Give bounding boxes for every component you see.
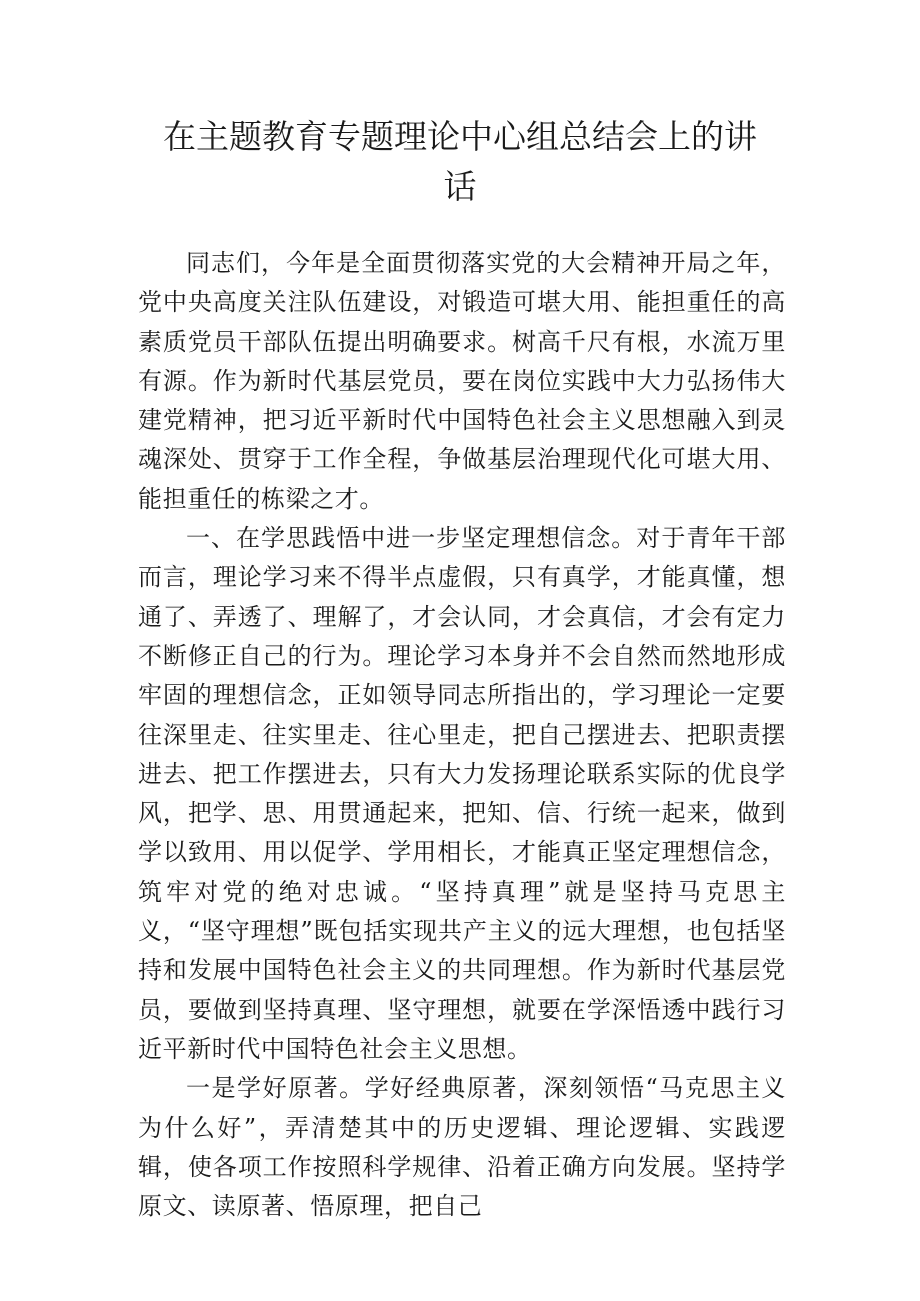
paragraph-section-one: 一、在学思践悟中进一步坚定理想信念。对于青年干部而言，理论学习来不得半点虚假，只有真学，才能真懂，想通了、弄透了、理解了，才会认同，才会真信，才会有定力不断修正自己的行为。理论学习本身并不会自然而然地形成牢固的理想信念，正如领导同志所指出的，学习理论一定要往深里走、往实里走、往心里走，把自己摆进去、把职责摆进去、把工作摆进去，只有大力发扬理论联系实际的优良学风，把学、思、用贯通起来，把知、信、行统一起来，做到学以致用、用以促学、学用相长，才能真正坚定理想信念，筑牢对党的绝对忠诚。“坚持真理”就是坚持马克思主义，“坚守理想”既包括实现共产主义的远大理想，也包括坚持和发展中国特色社会主义的共同理想。作为新时代基层党员，要做到坚持真理、坚守理想，就要在学深悟透中践行习近平新时代中国特色社会主义思想。 — [138, 524, 786, 1063]
document-body — [138, 244, 786, 1226]
document-title — [150, 112, 770, 212]
paragraph-intro: 同志们，今年是全面贯彻落实党的大会精神开局之年，党中央高度关注队伍建设，对锻造可堪大用、能担重任的高素质党员干部队伍提出明确要求。树高千尺有根，水流万里有源。作为新时代基层党员，要在岗位实践中大力弘扬伟大建党精神，把习近平新时代中国特色社会主义思想融入到灵魂深处、贯穿于工作全程，争做基层治理现代化可堪大用、能担重任的栋梁之才。 — [138, 249, 786, 513]
paragraph-point-one: 一是学好原著。学好经典原著，深刻领悟“马克思主义为什么好”，弄清楚其中的历史逻辑、理论逻辑、实践逻辑，使各项工作按照科学规律、沿着正确方向发展。坚持学原文、读原著、悟原理，把自己 — [138, 1074, 786, 1221]
title-line-1: 在主题教育专题理论中心组总结会上的讲 — [163, 117, 757, 156]
title-line-2: 话 — [443, 167, 477, 206]
